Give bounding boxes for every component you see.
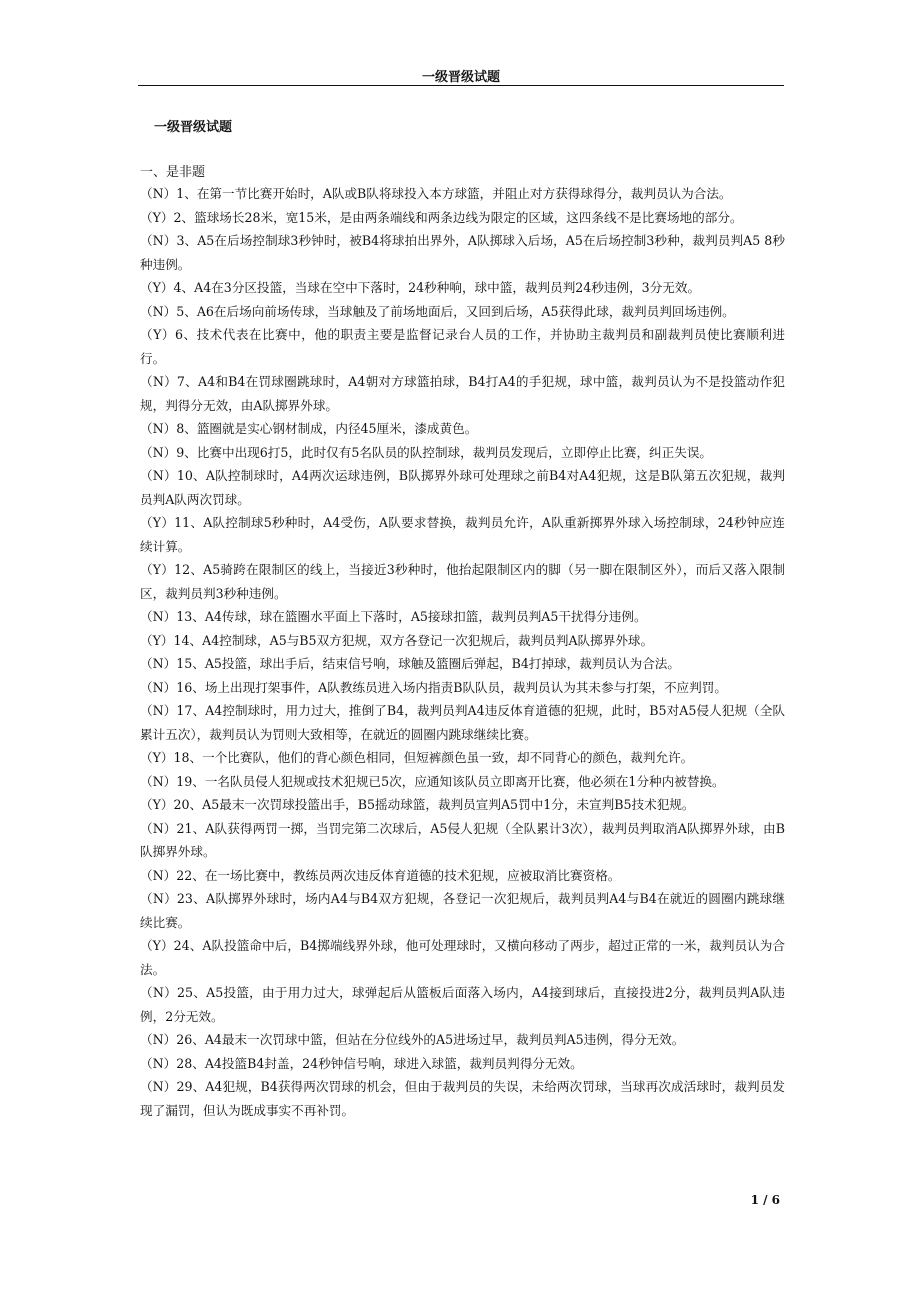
question-item: （N）29、A4犯规，B4获得两次罚球的机会，但由于裁判员的失误，未给两次罚球，当球再次成活球时，裁判员发现了漏罚，但认为既成事实不再补罚。 bbox=[140, 1079, 785, 1118]
question-item: （N）21、A队获得两罚一掷，当罚完第二次球后，A5侵人犯规（全队累计3次），裁判员判取消A队掷界外球，由B队掷界外球。 bbox=[140, 820, 785, 859]
question-item: （Y）12、A5骑跨在限制区的线上，当接近3秒种时，他抬起限制区内的脚（另一脚在限制区外），而后又落入限制区，裁判员判3秒种违例。 bbox=[140, 562, 785, 601]
question-item: （N）3、A5在后场控制球3秒钟时，被B4将球拍出界外，A队掷球入后场，A5在后场控制3秒种，裁判员判A5 8秒种违例。 bbox=[140, 233, 785, 272]
question-item: （Y）18、一个比赛队，他们的背心颜色相同，但短裤颜色虽一致，却不同背心的颜色，裁判允许。 bbox=[140, 750, 694, 765]
question-item: （N）7、A4和B4在罚球圈跳球时，A4朝对方球篮拍球，B4打A4的手犯规，球中篮，裁判员认为不是投篮动作犯规，判得分无效，由A队掷界外球。 bbox=[140, 374, 785, 413]
question-item: （Y）11、A队控制球5秒种时，A4受伤，A队要求替换，裁判员允许，A队重新掷界外球入场控制球，24秒钟应连续计算。 bbox=[140, 515, 785, 554]
question-item: （Y）4、A4在3分区投篮，当球在空中下落时，24秒种响，球中篮，裁判员判24秒违例，3分无效。 bbox=[140, 280, 701, 295]
question-list bbox=[140, 182, 785, 1122]
question-item: （Y）14、A4控制球，A5与B5双方犯规，双方各登记一次犯规后，裁判员判A队掷界外球。 bbox=[140, 632, 654, 648]
question-item: （N）15、A5投篮，球出手后，结束信号响，球触及篮圈后弹起，B4打掉球，裁判员认为合法。 bbox=[140, 656, 680, 671]
question-item: （Y）6、技术代表在比赛中，他的职责主要是监督记录台人员的工作，并协助主裁判员和副裁判员使比赛顺利进行。 bbox=[140, 327, 785, 366]
question-item: （N）26、A4最末一次罚球中篮，但站在分位线外的A5进场过早，裁判员判A5违例，得分无效。 bbox=[140, 1032, 685, 1047]
question-item: （N）13、A4传球，球在篮圈水平面上下落时，A5接球扣篮，裁判员判A5干扰得分违例。 bbox=[140, 609, 647, 624]
question-item: （N）9、比赛中出现6打5，此时仅有5名队员的队控制球，裁判员发现后，立即停止比赛，纠正失误。 bbox=[140, 444, 713, 460]
question-item: （N）28、A4投篮B4封盖，24秒钟信号响，球进入球篮，裁判员判得分无效。 bbox=[140, 1055, 583, 1071]
document-title: 一级晋级试题 bbox=[154, 120, 233, 135]
question-item: （N）17、A4控制球时，用力过大，推倒了B4，裁判员判A4违反体育道德的犯规，此时，B5对A5侵人犯规（全队累计五次），裁判员认为罚则大致相等，在就近的圆圈内跳球继续比赛。 bbox=[140, 703, 785, 742]
question-item: （Y）24、A队投篮命中后，B4掷端线界外球，他可处理球时，又横向移动了两步，超过正常的一米，裁判员认为合法。 bbox=[140, 938, 785, 977]
question-item: （N）5、A6在后场向前场传球，当球触及了前场地面后，又回到后场，A5获得此球，裁判员判回场违例。 bbox=[140, 303, 735, 319]
question-item: （N）19、一名队员侵人犯规或技术犯规已5次，应通知该队员立即离开比赛，他必须在1分种内被替换。 bbox=[140, 773, 725, 789]
question-item: （N）1、在第一节比赛开始时，A队或B队将球投入本方球篮，并阻止对方获得球得分，裁判员认为合法。 bbox=[140, 186, 732, 201]
question-item: （Y）20、A5最末一次罚球投篮出手，B5摇动球篮，裁判员宣判A5罚中1分，未宣判B5技术犯规。 bbox=[140, 797, 695, 812]
question-item: （N）16、场上出现打架事件，A队教练员进入场内指责B队队员，裁判员认为其未参与打架，不应判罚。 bbox=[140, 679, 727, 695]
question-item: （N）10、A队控制球时，A4两次运球违例，B队掷界外球可处理球之前B4对A4犯规，这是B队第五次犯规，裁判员判A队两次罚球。 bbox=[140, 468, 785, 507]
page-header-title: 一级晋级试题 bbox=[421, 70, 500, 85]
section-heading: 一、是非题 bbox=[140, 165, 206, 180]
page-number: 1 / 6 bbox=[750, 1193, 780, 1207]
question-item: （N）25、A5投篮，由于用力过大，球弹起后从篮板后面落入场内，A4接到球后，直接投进2分，裁判员判A队违例，2分无效。 bbox=[140, 985, 785, 1024]
question-item: （Y）2、篮球场长28米，宽15米，是由两条端线和两条边线为限定的区域，这四条线不是比赛场地的部分。 bbox=[140, 209, 743, 225]
question-item: （N）8、篮圈就是实心钢材制成，内径45厘米，漆成黄色。 bbox=[140, 421, 478, 436]
question-item: （N）22、在一场比赛中，教练员两次违反体育道德的技术犯规，应被取消比赛资格。 bbox=[140, 867, 621, 883]
question-item: （N）23、A队掷界外球时，场内A4与B4双方犯规，各登记一次犯规后，裁判员判A4与B4在就近的圆圈内跳球继续比赛。 bbox=[140, 891, 785, 930]
header-divider bbox=[138, 85, 784, 86]
